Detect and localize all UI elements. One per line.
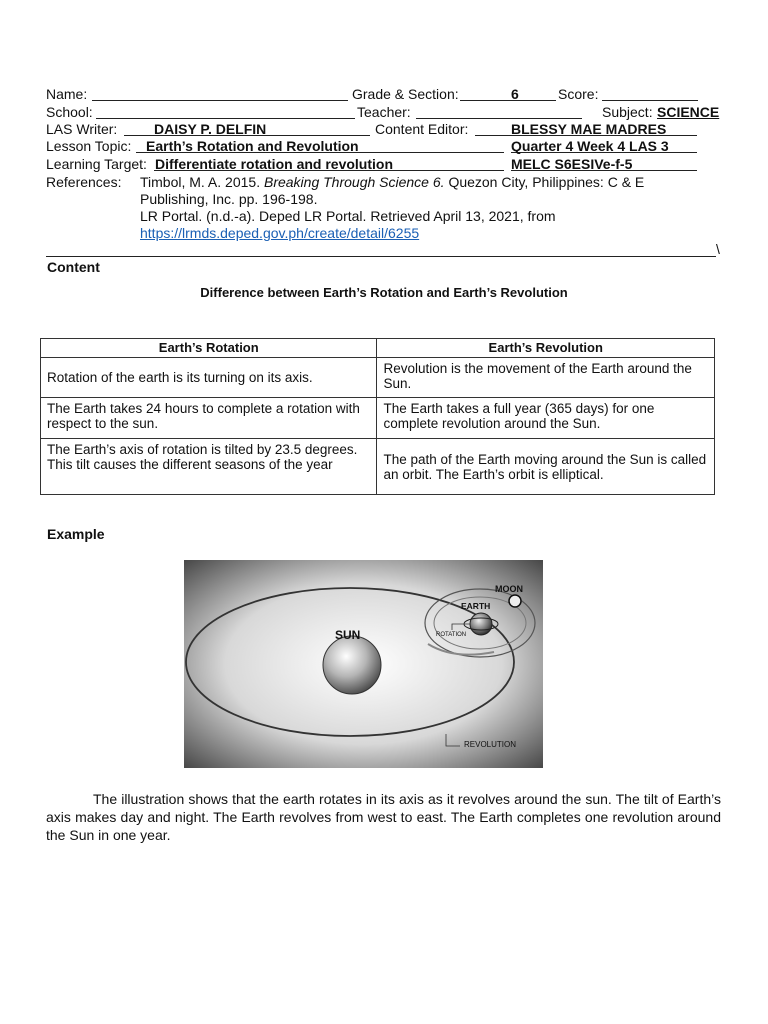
section-divider (46, 256, 716, 257)
school-label: School: (46, 104, 93, 120)
column-header-rotation: Earth’s Rotation (41, 339, 377, 358)
comparison-table (40, 338, 715, 495)
content-heading: Content (47, 259, 100, 275)
melc-value: MELC S6ESIVe-f-5 (511, 156, 633, 172)
column-header-revolution: Earth’s Revolution (377, 339, 715, 358)
grade-label: Grade & Section: (352, 86, 459, 102)
reference-1 (140, 174, 644, 191)
grade-value: 6 (511, 86, 519, 102)
earth-icon (470, 613, 492, 635)
table-cell: Revolution is the movement of the Earth around the Sun. (377, 358, 715, 398)
example-heading: Example (47, 526, 105, 542)
score-label: Score: (558, 86, 599, 102)
content-editor-label: Content Editor: (375, 121, 469, 137)
subject-value: SCIENCE (657, 104, 720, 120)
sun-label: SUN (335, 628, 361, 642)
content-editor-value: BLESSY MAE MADRES (511, 121, 667, 137)
orbit-illustration (184, 560, 543, 768)
teacher-label: Teacher: (357, 104, 411, 120)
table-header-row (41, 339, 715, 358)
reference-1-continued: Publishing, Inc. pp. 196-198. (140, 191, 318, 207)
ref1-pre: Timbol, M. A. 2015. (140, 174, 261, 190)
subject-label: Subject: (602, 104, 653, 120)
name-field[interactable] (92, 100, 348, 101)
moon-label: MOON (495, 584, 523, 594)
divider-end-mark: \ (716, 241, 720, 257)
lesson-topic-value: Earth’s Rotation and Revolution (146, 138, 359, 154)
quarter-value: Quarter 4 Week 4 LAS 3 (511, 138, 669, 154)
lesson-topic-label: Lesson Topic: (46, 138, 132, 154)
las-writer-label: LAS Writer: (46, 121, 118, 137)
table-row (41, 358, 715, 398)
table-cell: The Earth takes a full year (365 days) for one complete revolution around the Sun. (377, 398, 715, 439)
references-label: References: (46, 174, 122, 190)
ref1-title: Breaking Through Science 6. (263, 174, 445, 190)
table-cell: The Earth takes 24 hours to complete a rotation with respect to the sun. (41, 398, 377, 439)
table-row (41, 439, 715, 495)
sun-icon (323, 636, 381, 694)
las-writer-value: DAISY P. DELFIN (154, 121, 267, 137)
reference-2-link[interactable]: https://lrmds.deped.gov.ph/create/detail/6255 (140, 225, 420, 241)
earth-label: EARTH (461, 601, 491, 611)
table-cell: The path of the Earth moving around the Sun is called an orbit. The Earth’s orbit is elliptical. (377, 439, 715, 495)
teacher-field[interactable] (416, 118, 582, 119)
table-row (41, 398, 715, 439)
explanation-paragraph: The illustration shows that the earth rotates in its axis as it revolves around the sun. The tilt of Earth’s axis makes day and night. The Earth revolves from west to east. The Earth completes one revolution around the Sun in one year. (46, 791, 721, 843)
ref1-post: Quezon City, Philippines: C & E (448, 174, 645, 190)
score-field[interactable] (602, 100, 698, 101)
moon-icon (509, 595, 521, 607)
revolution-label: REVOLUTION (464, 740, 517, 749)
reference-2: LR Portal. (n.d.-a). Deped LR Portal. Retrieved April 13, 2021, from (140, 208, 556, 224)
rotation-label: ROTATION (436, 632, 467, 638)
comparison-title: Difference between Earth’s Rotation and Earth’s Revolution (200, 285, 568, 300)
table-cell: Rotation of the earth is its turning on its axis. (41, 358, 377, 398)
grade-field[interactable] (460, 100, 556, 101)
learning-target-value: Differentiate rotation and revolution (155, 156, 394, 172)
school-field[interactable] (96, 118, 355, 119)
name-label: Name: (46, 86, 88, 102)
table-cell: The Earth’s axis of rotation is tilted by 23.5 degrees. This tilt causes the different seasons of the year (41, 439, 377, 495)
learning-target-label: Learning Target: (46, 156, 147, 172)
